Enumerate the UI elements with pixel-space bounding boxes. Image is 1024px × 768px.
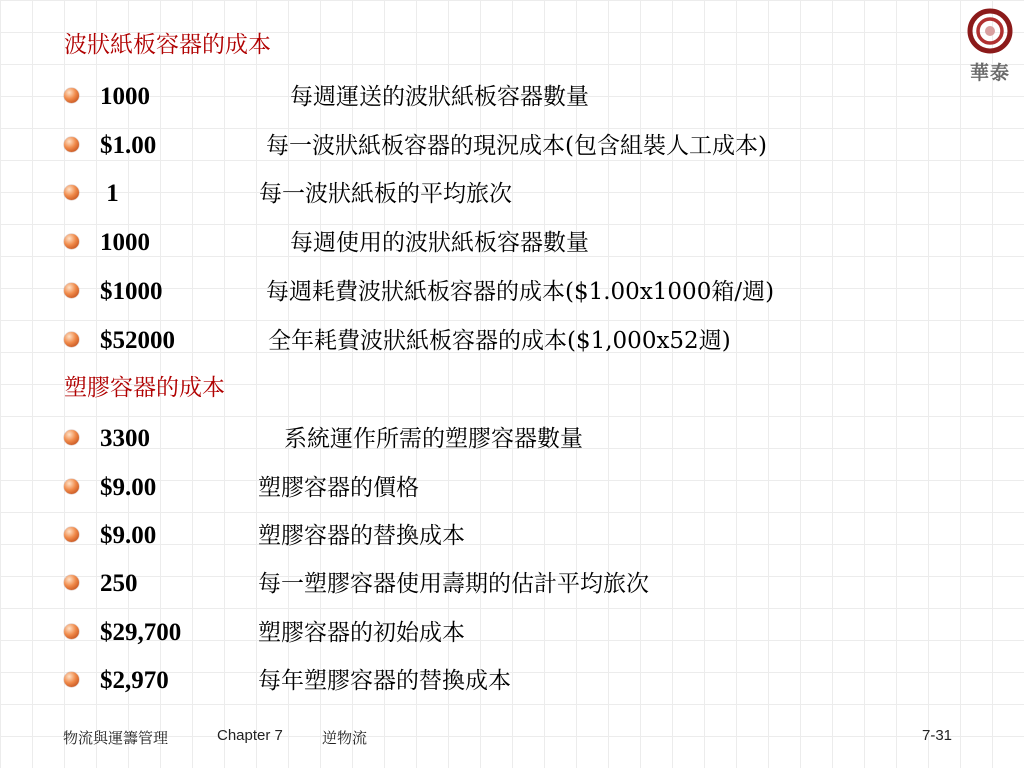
list-item	[64, 82, 984, 112]
list-item	[64, 569, 984, 599]
bullet-icon	[64, 624, 79, 639]
item-description: 全年耗費波狀紙板容器的成本($1,000x52週)	[268, 328, 731, 354]
item-value: $2,970	[100, 667, 169, 694]
bullet-icon	[64, 672, 79, 687]
bullet-icon	[64, 575, 79, 590]
bullet-icon	[64, 234, 79, 249]
list-item	[64, 179, 984, 209]
list-item	[64, 277, 984, 307]
item-value: $9.00	[100, 522, 157, 549]
company-logo	[960, 6, 1020, 84]
item-value: 3300	[100, 425, 150, 452]
item-description: 每一波狀紙板容器的現況成本(包含組裝人工成本)	[266, 133, 767, 159]
footer-course: 物流與運籌管理	[63, 730, 169, 747]
item-description: 每週使用的波狀紙板容器數量	[290, 230, 589, 256]
footer-chapter: Chapter 7	[217, 727, 283, 744]
item-value: $29,700	[100, 619, 182, 646]
list-item	[64, 666, 984, 696]
item-value: $9.00	[100, 474, 157, 501]
item-value: 1	[100, 180, 119, 207]
item-description: 每週運送的波狀紙板容器數量	[290, 84, 589, 110]
item-value: 1000	[100, 229, 150, 256]
item-description: 每一塑膠容器使用壽期的估計平均旅次	[258, 571, 649, 597]
bullet-icon	[64, 430, 79, 445]
item-value: 250	[100, 570, 138, 597]
item-value: $1.00	[100, 132, 157, 159]
logo-text: 華泰	[969, 62, 1010, 84]
list-item	[64, 326, 984, 356]
section-title-corrugated: 波狀紙板容器的成本	[64, 32, 271, 58]
list-item	[64, 473, 984, 503]
item-value: 1000	[100, 83, 150, 110]
list-item	[64, 521, 984, 551]
item-value: $52000	[100, 327, 175, 354]
bullet-icon	[64, 283, 79, 298]
item-description: 塑膠容器的替換成本	[258, 523, 465, 549]
bullet-icon	[64, 332, 79, 347]
item-description: 塑膠容器的價格	[258, 475, 419, 501]
item-description: 系統運作所需的塑膠容器數量	[284, 426, 583, 452]
bullet-icon	[64, 479, 79, 494]
bullet-icon	[64, 185, 79, 200]
bullet-icon	[64, 88, 79, 103]
page-number: 7-31	[922, 727, 953, 744]
item-description: 塑膠容器的初始成本	[258, 620, 465, 646]
list-item	[64, 618, 984, 648]
list-item	[64, 228, 984, 258]
item-description: 每一波狀紙板的平均旅次	[259, 181, 512, 207]
logo-rings-icon	[960, 6, 1020, 58]
bullet-icon	[64, 527, 79, 542]
list-item	[64, 424, 984, 454]
section-title-plastic: 塑膠容器的成本	[64, 375, 225, 401]
item-description: 每年塑膠容器的替換成本	[258, 668, 511, 694]
bullet-icon	[64, 137, 79, 152]
footer-topic: 逆物流	[322, 730, 368, 747]
list-item	[64, 131, 984, 161]
item-value: $1000	[100, 278, 163, 305]
item-description: 每週耗費波狀紙板容器的成本($1.00x1000箱/週)	[266, 279, 775, 305]
